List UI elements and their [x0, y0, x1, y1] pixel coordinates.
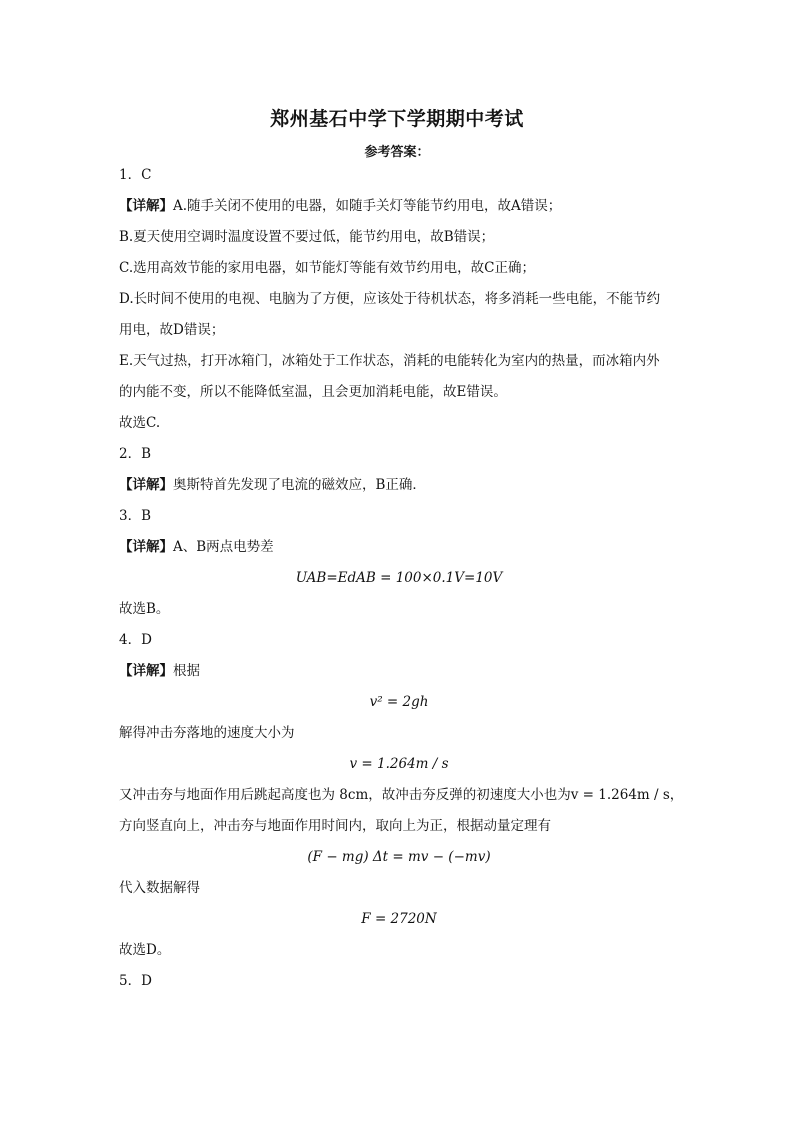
q1-option-a [119, 191, 679, 222]
q3-answer: 3．B [119, 508, 152, 524]
q1-option-e-line1: E.天气过热，打开冰箱门，冰箱处于工作状态，消耗的电能转化为室内的热量，而冰箱内外 [119, 353, 660, 369]
answer-content [119, 160, 684, 997]
q3-detail [119, 532, 679, 563]
q3-formula: UAB=EdAB = 100×0.1V=10V [295, 570, 503, 586]
q1-answer: 1．C [119, 167, 152, 183]
q4-conclusion: 故选D。 [119, 942, 171, 958]
q4-text-2: 解得冲击夯落地的速度大小为 [119, 725, 295, 741]
q2-detail [119, 470, 679, 501]
q4-formula-3: (F − mg) Δt = mv − (−mv) [307, 849, 491, 865]
q1-conclusion: 故选C. [119, 415, 161, 431]
q1-option-e-line2: 的内能不变，所以不能降低室温，且会更加消耗电能，故E错误。 [119, 384, 507, 400]
q1-option-c: C.选用高效节能的家用电器，如节能灯等能有效节约用电，故C正确； [119, 260, 535, 276]
q2-detail-text: 奥斯特首先发现了电流的磁效应，B正确． [173, 477, 426, 493]
q4-text-4: 方向竖直向上，冲击夯与地面作用时间内，取向上为正，根据动量定理有 [119, 818, 551, 834]
q1-option-d-line2: 用电，故D错误； [119, 322, 225, 338]
q1-option-a-text: A.随手关闭不使用的电器，如随手关灯等能节约用电，故A错误； [173, 198, 562, 214]
q4-detail-text: 根据 [173, 663, 200, 679]
q4-formula-4: F = 2720N [361, 911, 437, 927]
q3-conclusion: 故选B。 [119, 601, 170, 617]
q3-detail-tag: 【详解】 [119, 539, 173, 555]
answer-heading: 参考答案： [364, 145, 430, 160]
q2-detail-tag: 【详解】 [119, 477, 173, 493]
q4-formula-2: v = 1.264m / s [349, 756, 449, 772]
q4-answer: 4．D [119, 632, 152, 648]
q2-answer: 2．B [119, 446, 152, 462]
page-title: 郑州基石中学下学期期中考试 [270, 108, 524, 130]
q4-text-3: 又冲击夯与地面作用后跳起高度也为 8cm，故冲击夯反弹的初速度大小也为v = 1.264m / s， [119, 787, 684, 803]
q5-answer: 5．D [119, 973, 152, 989]
q1-option-b: B.夏天使用空调时温度设置不要过低，能节约用电，故B错误； [119, 229, 495, 245]
q1-detail-tag: 【详解】 [119, 198, 173, 214]
q4-formula-1: v² = 2gh [369, 694, 429, 710]
q4-detail [119, 656, 679, 687]
q3-detail-text: A、B两点电势差 [173, 539, 274, 555]
q4-detail-tag: 【详解】 [119, 663, 173, 679]
q1-option-d-line1: D.长时间不使用的电视、电脑为了方便，应该处于待机状态，将多消耗一些电能，不能节约 [119, 291, 661, 307]
q4-text-5: 代入数据解得 [119, 880, 200, 896]
